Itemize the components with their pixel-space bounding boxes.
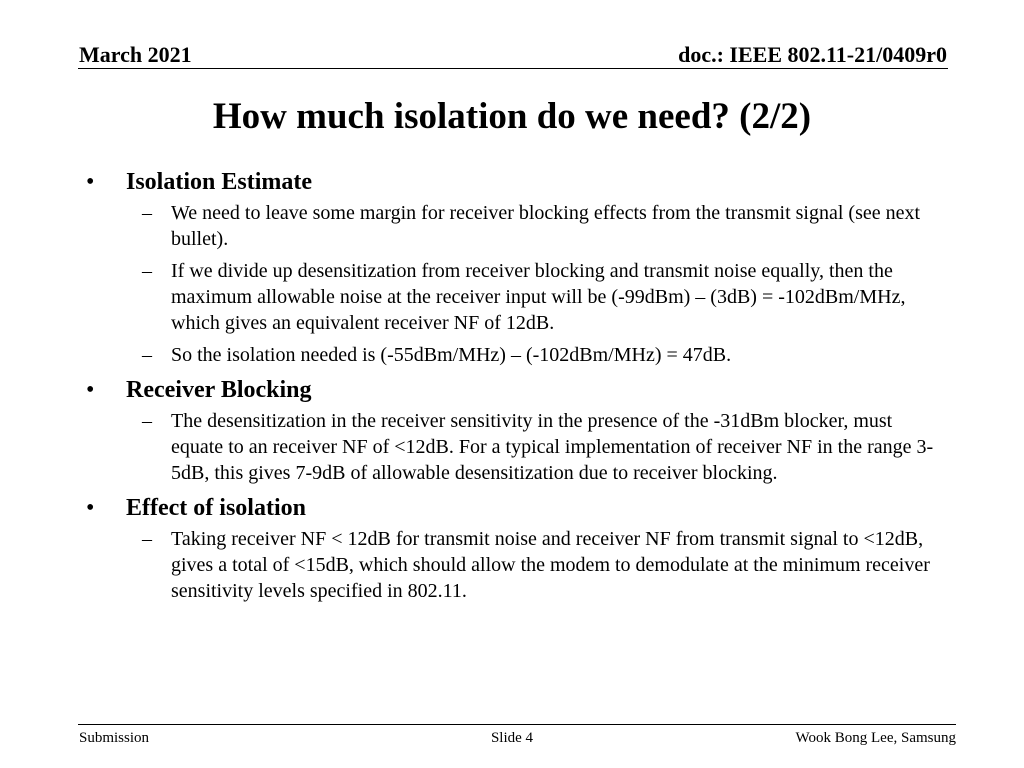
sub-item — [126, 342, 946, 368]
bullet-effect-of-isolation — [86, 492, 946, 604]
footer-submission: Submission — [79, 730, 150, 746]
sub-item — [126, 200, 946, 252]
bullet-heading: Isolation Estimate — [126, 169, 312, 195]
slide-title: How much isolation do we need? (2/2) — [212, 96, 812, 137]
bullet-receiver-blocking — [86, 374, 946, 486]
dash-icon: – — [142, 260, 152, 282]
dash-icon: – — [142, 344, 152, 366]
sub-item-text: We need to leave some margin for receiver blocking effects from the transmit signal (see next bullet). — [171, 202, 921, 250]
sub-item — [126, 258, 946, 336]
bullet-list — [86, 166, 946, 610]
bullet-dot-icon: • — [86, 495, 95, 521]
bullet-heading: Receiver Blocking — [126, 377, 312, 403]
footer-slide-number: Slide 4 — [490, 730, 534, 746]
sub-list — [126, 408, 946, 486]
header-divider — [78, 68, 948, 69]
dash-icon: – — [142, 528, 152, 550]
footer-divider — [78, 724, 956, 725]
bullet-heading: Effect of isolation — [126, 495, 306, 521]
sub-item — [126, 408, 946, 486]
sub-item-text: The desensitization in the receiver sensitivity in the presence of the -31dBm blocker, must equate to an receiver NF of <12dB. For a typical implementation of receiver NF in the range 3-5dB, this gives 7-9dB of allowable desensitization due to receiver blocking. — [171, 410, 934, 484]
sub-item-text: If we divide up desensitization from receiver blocking and transmit noise equally, then the maximum allowable noise at the receiver input will be (-99dBm) – (3dB) = -102dBm/MHz, which gives an equivalent receiver NF of 12dB. — [171, 260, 906, 334]
sub-item-text: Taking receiver NF < 12dB for transmit noise and receiver NF from transmit signal to <12dB, gives a total of <15dB, which should allow the modem to demodulate at the minimum receiver sensitivity levels specified in 802.11. — [171, 528, 930, 602]
header-date: March 2021 — [79, 42, 192, 67]
header-doc-id: doc.: IEEE 802.11-21/0409r0 — [678, 42, 947, 67]
sub-list — [126, 200, 946, 368]
bullet-dot-icon: • — [86, 377, 95, 403]
sub-item — [126, 526, 946, 604]
bullet-isolation-estimate — [86, 166, 946, 368]
footer-author: Wook Bong Lee, Samsung — [795, 730, 956, 746]
dash-icon: – — [142, 410, 152, 432]
dash-icon: – — [142, 202, 152, 224]
bullet-dot-icon: • — [86, 169, 95, 195]
sub-list — [126, 526, 946, 604]
sub-item-text: So the isolation needed is (-55dBm/MHz) – (-102dBm/MHz) = 47dB. — [171, 344, 732, 366]
